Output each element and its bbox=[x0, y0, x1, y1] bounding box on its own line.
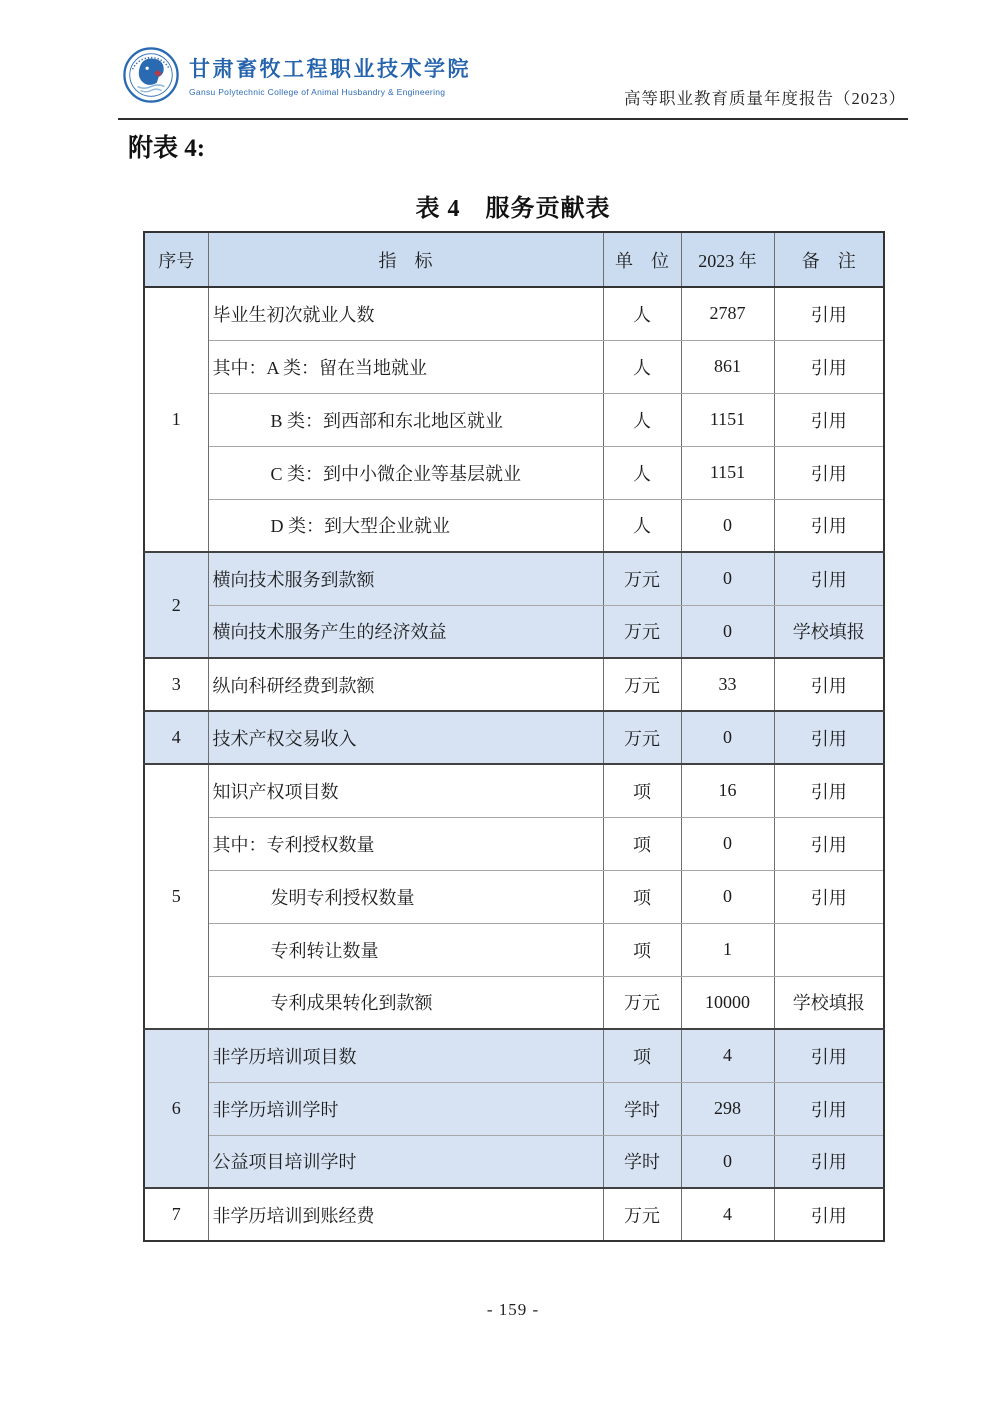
table-body bbox=[144, 287, 884, 1241]
note-cell: 引用 bbox=[774, 1135, 884, 1188]
table-row bbox=[144, 711, 884, 764]
indicator-cell: 横向技术服务到款额 bbox=[208, 552, 603, 605]
indicator-cell: 知识产权项目数 bbox=[208, 764, 603, 817]
col-header-indicator: 指 标 bbox=[208, 232, 603, 287]
value-cell: 0 bbox=[681, 552, 774, 605]
indicator-cell: 公益项目培训学时 bbox=[208, 1135, 603, 1188]
value-cell: 0 bbox=[681, 605, 774, 658]
value-cell: 10000 bbox=[681, 976, 774, 1029]
table-row bbox=[144, 552, 884, 605]
col-header-note: 备 注 bbox=[774, 232, 884, 287]
indicator-cell: D 类：到大型企业就业 bbox=[208, 499, 603, 552]
table-header-row bbox=[144, 232, 884, 287]
value-cell: 4 bbox=[681, 1188, 774, 1241]
note-cell: 引用 bbox=[774, 711, 884, 764]
page-number: - 159 - bbox=[486, 1300, 540, 1319]
value-cell: 33 bbox=[681, 658, 774, 711]
note-cell: 引用 bbox=[774, 499, 884, 552]
col-header-year: 2023 年 bbox=[681, 232, 774, 287]
value-cell: 0 bbox=[681, 817, 774, 870]
table-row bbox=[144, 1188, 884, 1241]
unit-cell: 万元 bbox=[603, 605, 681, 658]
college-name-cn: 甘肃畜牧工程职业技术学院 bbox=[189, 57, 471, 81]
unit-cell: 人 bbox=[603, 287, 681, 340]
table-row bbox=[144, 817, 884, 870]
note-cell: 引用 bbox=[774, 1082, 884, 1135]
table-row bbox=[144, 976, 884, 1029]
college-name-en: Gansu Polytechnic College of Animal Husbandry & Engineering bbox=[189, 87, 446, 97]
indicator-cell: 其中：专利授权数量 bbox=[208, 817, 603, 870]
college-logo-block bbox=[122, 46, 471, 104]
indicator-cell: 纵向科研经费到款额 bbox=[208, 658, 603, 711]
table-row bbox=[144, 764, 884, 817]
unit-cell: 人 bbox=[603, 340, 681, 393]
college-name-block bbox=[189, 46, 471, 97]
table-row bbox=[144, 870, 884, 923]
note-cell: 引用 bbox=[774, 446, 884, 499]
seq-cell: 1 bbox=[144, 287, 208, 552]
table-row bbox=[144, 393, 884, 446]
note-cell: 引用 bbox=[774, 817, 884, 870]
unit-cell: 人 bbox=[603, 446, 681, 499]
indicator-cell: 其中：A 类：留在当地就业 bbox=[208, 340, 603, 393]
college-emblem-icon bbox=[122, 46, 180, 104]
col-header-unit: 单 位 bbox=[603, 232, 681, 287]
table-row bbox=[144, 446, 884, 499]
value-cell: 0 bbox=[681, 1135, 774, 1188]
note-cell: 引用 bbox=[774, 1029, 884, 1082]
note-cell: 引用 bbox=[774, 287, 884, 340]
note-cell: 学校填报 bbox=[774, 605, 884, 658]
table-row bbox=[144, 658, 884, 711]
seq-cell: 3 bbox=[144, 658, 208, 711]
unit-cell: 项 bbox=[603, 923, 681, 976]
value-cell: 2787 bbox=[681, 287, 774, 340]
unit-cell: 项 bbox=[603, 764, 681, 817]
seq-cell: 5 bbox=[144, 764, 208, 1029]
table-row bbox=[144, 1135, 884, 1188]
value-cell: 1151 bbox=[681, 446, 774, 499]
note-cell: 引用 bbox=[774, 552, 884, 605]
indicator-cell: 非学历培训到账经费 bbox=[208, 1188, 603, 1241]
unit-cell: 人 bbox=[603, 393, 681, 446]
unit-cell: 万元 bbox=[603, 976, 681, 1029]
note-cell: 学校填报 bbox=[774, 976, 884, 1029]
appendix-label: 附表 4: bbox=[128, 135, 206, 162]
unit-cell: 项 bbox=[603, 1029, 681, 1082]
unit-cell: 万元 bbox=[603, 658, 681, 711]
value-cell: 0 bbox=[681, 499, 774, 552]
indicator-cell: B 类：到西部和东北地区就业 bbox=[208, 393, 603, 446]
indicator-cell: 技术产权交易收入 bbox=[208, 711, 603, 764]
note-cell: 引用 bbox=[774, 658, 884, 711]
value-cell: 0 bbox=[681, 870, 774, 923]
indicator-cell: 专利转让数量 bbox=[208, 923, 603, 976]
table-row bbox=[144, 287, 884, 340]
seq-cell: 4 bbox=[144, 711, 208, 764]
value-cell: 1151 bbox=[681, 393, 774, 446]
unit-cell: 学时 bbox=[603, 1082, 681, 1135]
unit-cell: 万元 bbox=[603, 1188, 681, 1241]
table-row bbox=[144, 605, 884, 658]
indicator-cell: 非学历培训项目数 bbox=[208, 1029, 603, 1082]
unit-cell: 万元 bbox=[603, 552, 681, 605]
value-cell: 4 bbox=[681, 1029, 774, 1082]
note-cell bbox=[774, 923, 884, 976]
value-cell: 298 bbox=[681, 1082, 774, 1135]
unit-cell: 项 bbox=[603, 817, 681, 870]
note-cell: 引用 bbox=[774, 764, 884, 817]
note-cell: 引用 bbox=[774, 870, 884, 923]
indicator-cell: 非学历培训学时 bbox=[208, 1082, 603, 1135]
table-title: 表 4 服务贡献表 bbox=[415, 196, 611, 222]
value-cell: 1 bbox=[681, 923, 774, 976]
table-container bbox=[143, 231, 883, 1242]
note-cell: 引用 bbox=[774, 393, 884, 446]
seq-cell: 6 bbox=[144, 1029, 208, 1188]
unit-cell: 人 bbox=[603, 499, 681, 552]
note-cell: 引用 bbox=[774, 340, 884, 393]
table-row bbox=[144, 499, 884, 552]
col-header-seq: 序号 bbox=[144, 232, 208, 287]
note-cell: 引用 bbox=[774, 1188, 884, 1241]
table-row bbox=[144, 1029, 884, 1082]
unit-cell: 项 bbox=[603, 870, 681, 923]
indicator-cell: 专利成果转化到款额 bbox=[208, 976, 603, 1029]
table-row bbox=[144, 923, 884, 976]
table-row bbox=[144, 1082, 884, 1135]
report-title: 高等职业教育质量年度报告（2023） bbox=[624, 89, 906, 108]
table-row bbox=[144, 340, 884, 393]
unit-cell: 万元 bbox=[603, 711, 681, 764]
value-cell: 861 bbox=[681, 340, 774, 393]
indicator-cell: 毕业生初次就业人数 bbox=[208, 287, 603, 340]
page-header bbox=[118, 44, 908, 120]
seq-cell: 2 bbox=[144, 552, 208, 658]
service-contribution-table bbox=[143, 231, 885, 1242]
indicator-cell: 发明专利授权数量 bbox=[208, 870, 603, 923]
unit-cell: 学时 bbox=[603, 1135, 681, 1188]
value-cell: 0 bbox=[681, 711, 774, 764]
seq-cell: 7 bbox=[144, 1188, 208, 1241]
indicator-cell: 横向技术服务产生的经济效益 bbox=[208, 605, 603, 658]
value-cell: 16 bbox=[681, 764, 774, 817]
indicator-cell: C 类：到中小微企业等基层就业 bbox=[208, 446, 603, 499]
